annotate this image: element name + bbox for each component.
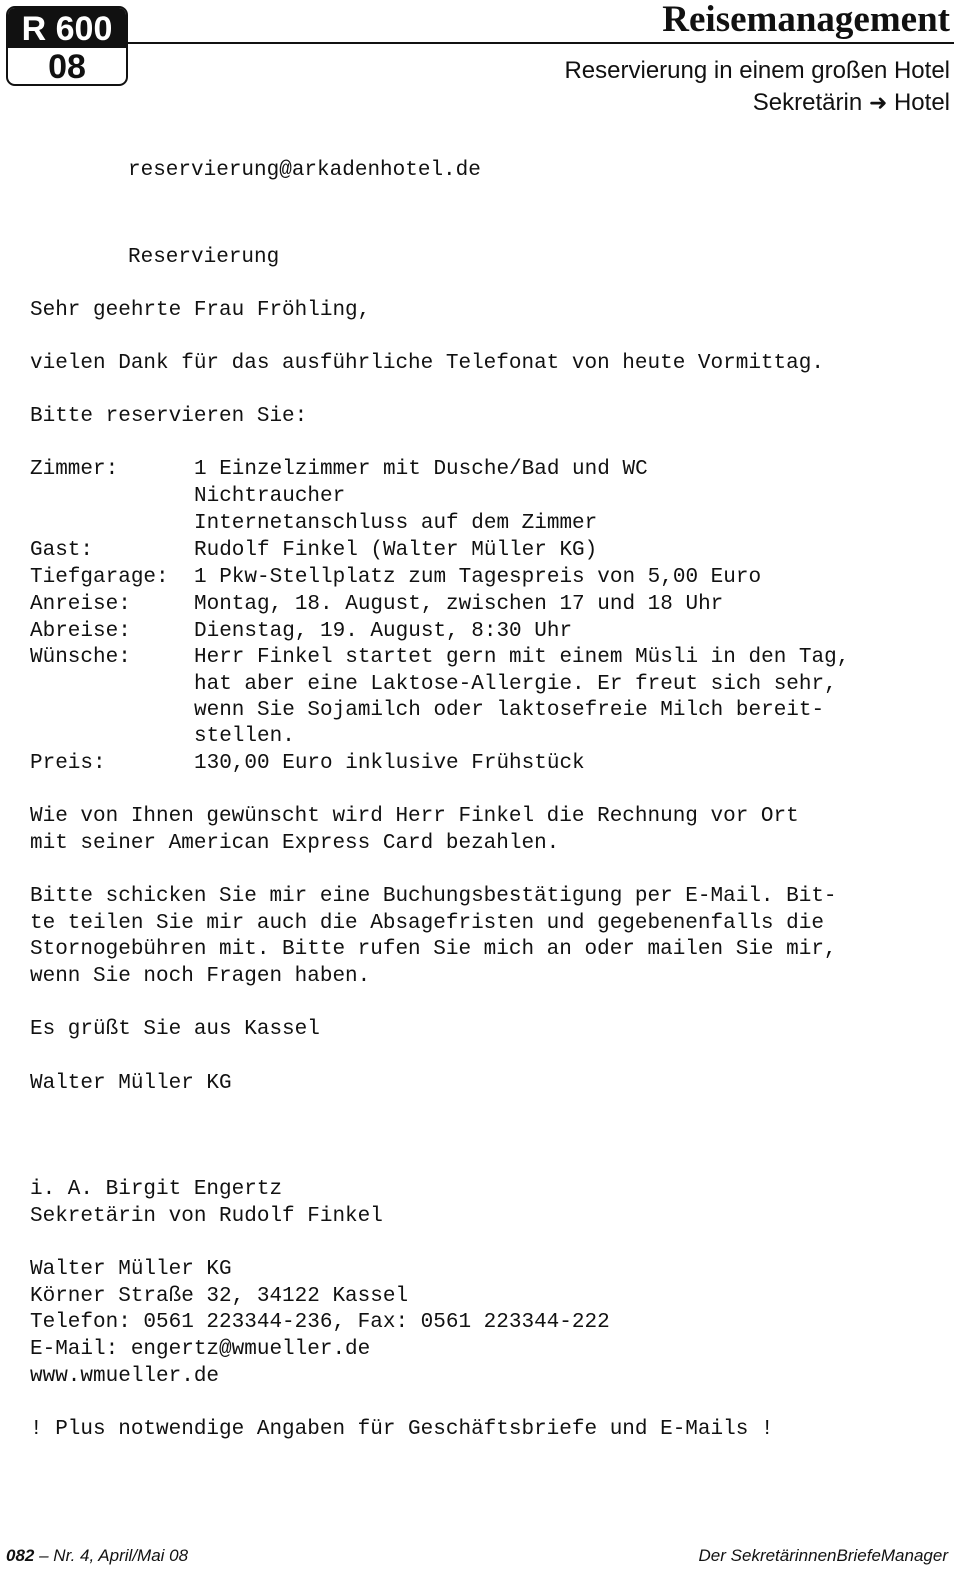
anreise-label: Anreise:: [30, 593, 131, 616]
direction-to: Hotel: [893, 89, 950, 116]
direction-from: Sekretärin: [752, 89, 863, 116]
tiefgarage-value: 1 Pkw-Stellplatz zum Tagespreis von 5,00 Euro: [194, 566, 762, 589]
page-subtitle: Reservierung in einem großen Hotel: [564, 57, 950, 84]
wuensche-label: Wünsche:: [30, 646, 131, 669]
signature-website: www.wmueller.de: [30, 1365, 220, 1388]
recipient-email: reservierung@arkadenhotel.de: [128, 159, 481, 182]
section-code: R 600: [8, 8, 126, 48]
zimmer-value-2: Nichtraucher: [194, 485, 346, 508]
payment-text-2: mit seiner American Express Card bezahlen.: [30, 832, 560, 855]
company-name: Walter Müller KG: [30, 1072, 232, 1095]
closing-text-3: Stornogebühren mit. Bitte rufen Sie mich an oder mailen Sie mir,: [30, 938, 837, 961]
intro-text: vielen Dank für das ausführliche Telefonat von heute Vormittag.: [30, 352, 824, 375]
section-number: 08: [48, 48, 86, 86]
signature-email: E-Mail: engertz@wmueller.de: [30, 1338, 371, 1361]
footer-issue: [6, 1545, 188, 1567]
arrow-right-icon: ➜: [868, 90, 888, 115]
page-title: Reisemanagement: [662, 0, 950, 40]
abreise-value: Dienstag, 19. August, 8:30 Uhr: [194, 620, 573, 643]
signer-role: Sekretärin von Rudolf Finkel: [30, 1205, 383, 1228]
signer-name: i. A. Birgit Engertz: [30, 1178, 283, 1201]
preis-value: 130,00 Euro inklusive Frühstück: [194, 752, 585, 775]
payment-text: Wie von Ihnen gewünscht wird Herr Finkel die Rechnung vor Ort: [30, 805, 799, 828]
page-number: 082: [6, 1546, 35, 1565]
gast-label: Gast:: [30, 539, 94, 562]
anreise-value: Montag, 18. August, zwischen 17 und 18 Uhr: [194, 593, 724, 616]
note-text: ! Plus notwendige Angaben für Geschäftsbriefe und E-Mails !: [30, 1418, 774, 1441]
closing-text: Bitte schicken Sie mir eine Buchungsbestätigung per E-Mail. Bit-: [30, 885, 837, 908]
header-rule: [128, 42, 954, 44]
letter-subject: Reservierung: [128, 246, 280, 269]
abreise-label: Abreise:: [30, 620, 131, 643]
wuensche-value-3: wenn Sie Sojamilch oder laktosefreie Milch bereit-: [194, 699, 825, 722]
wuensche-value-4: stellen.: [194, 725, 295, 748]
wuensche-value: Herr Finkel startet gern mit einem Müsli in den Tag,: [194, 646, 850, 669]
zimmer-label: Zimmer:: [30, 458, 119, 481]
signature-phone: Telefon: 0561 223344-236, Fax: 0561 223344-222: [30, 1311, 610, 1334]
request-text: Bitte reservieren Sie:: [30, 405, 308, 428]
zimmer-value: 1 Einzelzimmer mit Dusche/Bad und WC: [194, 458, 648, 481]
section-code-box: [6, 6, 128, 86]
salutation: Sehr geehrte Frau Fröhling,: [30, 299, 371, 322]
wuensche-value-2: hat aber eine Laktose-Allergie. Er freut sich sehr,: [194, 673, 837, 696]
closing-text-2: te teilen Sie mir auch die Absagefristen und gegebenenfalls die: [30, 912, 824, 935]
preis-label: Preis:: [30, 752, 106, 775]
tiefgarage-label: Tiefgarage:: [30, 566, 169, 589]
gast-value: Rudolf Finkel (Walter Müller KG): [194, 539, 598, 562]
page-subtitle-direction: [753, 88, 950, 118]
greeting: Es grüßt Sie aus Kassel: [30, 1018, 320, 1041]
signature-company: Walter Müller KG: [30, 1258, 232, 1281]
footer-publication: Der SekretärinnenBriefeManager: [698, 1546, 948, 1565]
closing-text-4: wenn Sie noch Fragen haben.: [30, 965, 371, 988]
issue-info: – Nr. 4, April/Mai 08: [39, 1546, 189, 1565]
signature-address: Körner Straße 32, 34122 Kassel: [30, 1285, 409, 1308]
zimmer-value-3: Internetanschluss auf dem Zimmer: [194, 512, 598, 535]
